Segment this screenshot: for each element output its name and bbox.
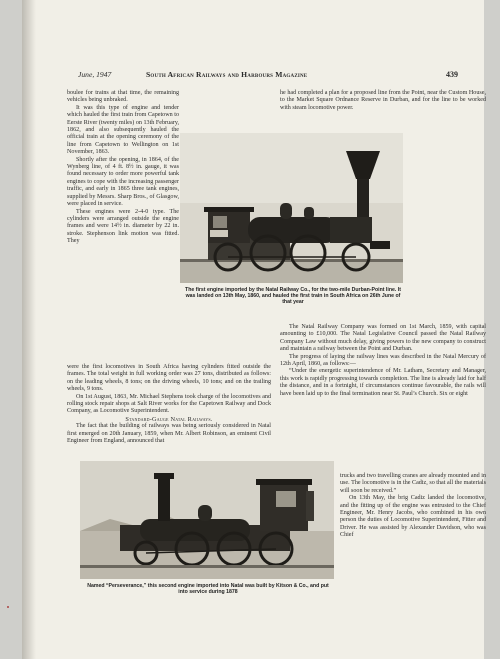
- paragraph: trucks and two travelling cranes are already mounted and in use. The locomotive is in the Cadiz, so that all the materials will soon be received.”: [340, 473, 486, 494]
- paragraph: Shortly after the opening, in 1864, of the Wynberg line, of 4 ft. 8½ in. gauge, it was found necessary to order more powerful tank engines to cope with the increasing passenger traffic, and early in 1865 three tank engines, supplied by Messrs. Sharp Bros., of Glasgow, were placed in service.: [67, 156, 179, 208]
- left-column-top: [67, 90, 179, 246]
- perseverance-locomotive-illustration: [80, 461, 334, 579]
- paragraph: On 1st August, 1863, Mr. Michael Stephens took charge of the locomotives and rolling stock repair shops at Salt River works for the Capetown Railway and Dock Company, as Locomotive Superintendent.: [67, 393, 271, 415]
- header-page-number: 439: [446, 70, 458, 79]
- section-heading: Standard-Gauge Natal Railways.: [125, 415, 213, 423]
- right-column-top: [280, 90, 486, 112]
- paragraph: boulee for trains at that time, the remaining vehicles being unbraked.: [67, 90, 179, 104]
- paragraph: On 13th May, the brig Cadiz landed the locomotive, and the fitting up of the engine was entrusted to the Chief Engineer, Mr. Henry Jacobs, who combined in his own person the duties of Locomotive Superintendent, Fitter and Driver. He was assisted by Alexander Davidson, who was Chief: [340, 495, 486, 539]
- left-column-lower: [67, 364, 271, 445]
- paragraph: he had completed a plan for a proposed line from the Point, near the Custom House, to the Market Square Ordnance Reserve in Durban, and for the line to be worked with steam locomotive power.: [280, 90, 486, 111]
- locomotive-illustration: [180, 133, 403, 283]
- photo-top-caption: The first engine imported by the Natal Railway Co., for the two-mile Durban-Point line. It was landed on 13th May, 1860, and hauled the first train in South Africa on 26th June of that year: [185, 287, 401, 306]
- margin-mark: [7, 606, 9, 608]
- header-magazine-title: South African Railways and Harbours Magazine: [146, 70, 308, 79]
- right-column-mid: [280, 324, 486, 398]
- photo-first-natal-engine: [180, 133, 403, 283]
- paragraph: It was this type of engine and tender which hauled the first train from Capetown to Eerste River (twenty miles) on 13th February, 1862, and also subsequently hauled the official train at the opening ceremony of the line from Capetown to Wellington on 1st November, 1863.: [67, 104, 179, 156]
- paragraph: The progress of laying the railway lines was described in the Natal Mercury of 12th April, 1860, as follows:—: [280, 353, 486, 368]
- magazine-page: [22, 0, 484, 659]
- paragraph: were the first locomotives in South Africa having cylinders fitted outside the frames. The total weight in full working order was 27 tons, distributed as follows: on the leading wheels, 8 tons; on the driving wheels, 10 tons; and on the trailing wheels, 9 tons.: [67, 364, 271, 393]
- header-date: June, 1947: [78, 70, 112, 79]
- paragraph: The fact that the building of railways was being seriously considered in Natal first emerged on 20th January, 1859, when Mr. Albert Robinson, an eminent Civil Engineer from England, announced that: [67, 423, 271, 445]
- photo-bottom-caption: Named “Perseverance,” this second engine imported into Natal was built by Kitson & Co., and put into service during 1878: [87, 583, 329, 596]
- right-column-narrow: [340, 473, 486, 540]
- paragraph: The Natal Railway Company was formed on 1st March, 1859, with capital amounting to £10,000. The Natal Legislative Council passed the Natal Railway Company Law without much delay, giving powers to the new company to construct and maintain a railway between the Point and Durban.: [280, 324, 486, 353]
- paragraph: These engines were 2-4-0 type. The cylinders were arranged outside the engine frames and were 14½ in. diameter by 22 in. stroke. Stephenson link motion was fitted. They: [67, 208, 179, 245]
- photo-perseverance-engine: [80, 461, 334, 579]
- page-header: [78, 70, 458, 82]
- paragraph: “Under the energetic superintendence of Mr. Latham, Secretary and Manager, this work is rapidly progressing towards completion. The line is already laid for half the distance, and in a fortnight, if circumstances continue favourable, the rails will have been laid up to the final termination near St. Paul’s Church. Six or eight: [280, 368, 486, 397]
